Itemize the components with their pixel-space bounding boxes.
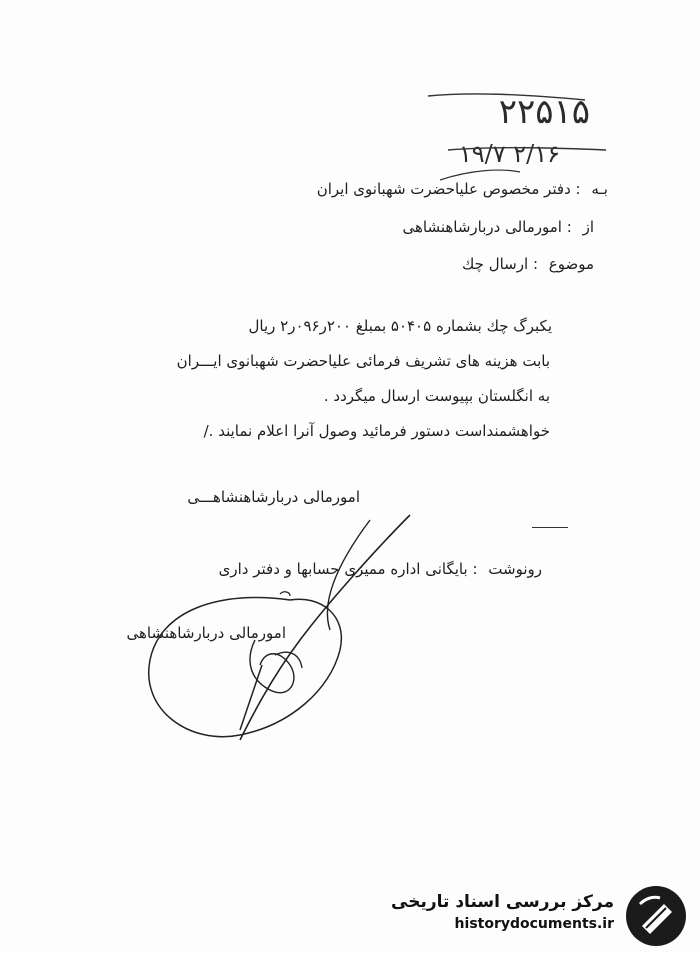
footer-org-name: مرکز بررسی اسناد تاریخی (391, 892, 614, 912)
header-from-value: امورمالی دربارشاهنشاهی (402, 218, 562, 236)
body-line-3: به انگلستان بپیوست ارسال میگردد . (323, 387, 550, 405)
header-subject-label: موضوع (548, 255, 594, 273)
header-from-row: از : امورمالی دربارشاهنشاهی (402, 218, 594, 236)
body-line-2: بابت هزینه های تشریف فرمائی علیاحضرت شهبانوی ایـــران (176, 352, 550, 370)
header-to-label: بـه (591, 180, 608, 198)
handwritten-number: ۲۲۵۱۵ (498, 92, 590, 132)
copy-to-row: رونوشت : بایگانی اداره ممیزی حسابها و دفتر داری (218, 560, 542, 578)
archive-logo-icon (624, 884, 688, 948)
copy-to-label: رونوشت (488, 560, 542, 578)
header-subject-row: موضوع : ارسال چك (462, 255, 594, 273)
header-subject-value: ارسال چك (462, 255, 529, 273)
handwritten-date: ۲/۱۶ ۱۹/۷ (458, 140, 560, 168)
body-line-1: یکبرگ چك بشماره ۵۰۴۰۵ بمبلغ ۲۰۰ر۰۹۶ر۲ ریال (248, 317, 552, 335)
copy-to-sender: امورمالی دربارشاهنشاهی (126, 624, 286, 642)
body-line-4: خواهشمنداست دستور فرمائید وصول آنرا اعلام نمایند ./ (203, 422, 550, 440)
header-to-row: بـه : دفتر مخصوص علیاحضرت شهبانوی ایران (316, 180, 608, 198)
copy-to-value: بایگانی اداره ممیزی حسابها و دفتر داری (218, 560, 468, 578)
header-from-label: از (582, 218, 594, 236)
signature-name: امورمالی دربارشاهنشاهـــی (187, 488, 360, 506)
footer-watermark (391, 892, 614, 932)
footer-website: historydocuments.ir (454, 916, 614, 932)
header-to-value: دفتر مخصوص علیاحضرت شهبانوی ایران (316, 180, 571, 198)
